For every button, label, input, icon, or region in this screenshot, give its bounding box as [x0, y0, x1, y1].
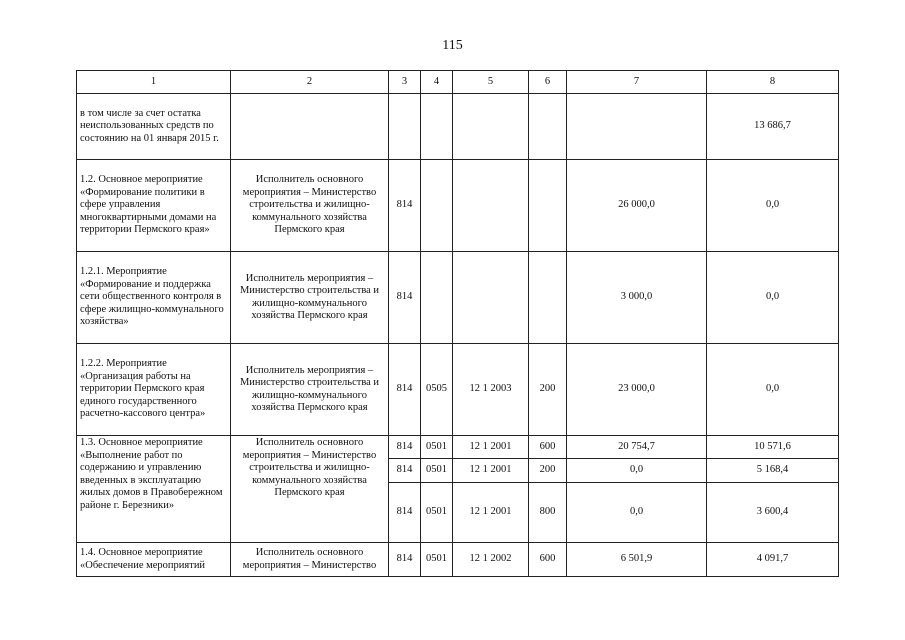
row-executor: Исполнитель мероприятия – Министерство строительства и жилищно-коммунального хозяйства Пермского края [231, 252, 389, 344]
row-executor: Исполнитель основного мероприятия – Министерство [231, 543, 389, 577]
cell-col-5 [453, 94, 529, 160]
cell-col-4: 0501 [421, 483, 453, 543]
table-row [77, 252, 839, 344]
budget-table [76, 70, 839, 577]
cell-col-4 [421, 94, 453, 160]
cell-col-6: 200 [529, 344, 567, 436]
page-number: 115 [442, 38, 463, 53]
row-description: 1.4. Основное мероприятие «Обеспечение мероприятий [77, 543, 231, 577]
cell-col-6: 200 [529, 459, 567, 483]
row-description: 1.2. Основное мероприятие «Формирование политики в сфере управления многоквартирными домами на территории Пермского края» [77, 160, 231, 252]
cell-col-3 [389, 94, 421, 160]
cell-col-5: 12 1 2001 [453, 459, 529, 483]
cell-col-4 [421, 252, 453, 344]
table-row [77, 344, 839, 436]
header-col-6: 6 [529, 71, 567, 94]
cell-col-8: 3 600,4 [707, 483, 839, 543]
table-row [77, 543, 839, 577]
cell-col-5: 12 1 2002 [453, 543, 529, 577]
row-executor [231, 94, 389, 160]
cell-col-7: 0,0 [567, 459, 707, 483]
header-col-4: 4 [421, 71, 453, 94]
cell-col-6: 600 [529, 543, 567, 577]
row-description: 1.2.2. Мероприятие «Организация работы на территории Пермского края единого государственного расчетно-кассового центра» [77, 344, 231, 436]
cell-col-5: 12 1 2003 [453, 344, 529, 436]
header-col-8: 8 [707, 71, 839, 94]
header-col-2: 2 [231, 71, 389, 94]
header-col-5: 5 [453, 71, 529, 94]
cell-col-7: 26 000,0 [567, 160, 707, 252]
row-executor: Исполнитель основного мероприятия – Министерство строительства и жилищно-коммунального хозяйства Пермского края [231, 160, 389, 252]
cell-col-7: 3 000,0 [567, 252, 707, 344]
row-executor: Исполнитель мероприятия – Министерство строительства и жилищно-коммунального хозяйства Пермского края [231, 344, 389, 436]
header-row [77, 71, 839, 94]
cell-col-8: 10 571,6 [707, 436, 839, 459]
cell-col-5: 12 1 2001 [453, 483, 529, 543]
cell-col-6 [529, 252, 567, 344]
cell-col-4 [421, 160, 453, 252]
cell-col-7 [567, 94, 707, 160]
cell-col-7: 0,0 [567, 483, 707, 543]
cell-col-6: 600 [529, 436, 567, 459]
cell-col-4: 0501 [421, 459, 453, 483]
cell-col-4: 0501 [421, 436, 453, 459]
table-row [77, 94, 839, 160]
row-description: 1.3. Основное мероприятие «Выполнение работ по содержанию и управлению введенных в эксплуатацию жилых домов в Правобережном районе г. Березники» [77, 436, 231, 543]
row-description: 1.2.1. Мероприятие «Формирование и поддержка сети общественного контроля в сфере жилищно-коммунального хозяйства» [77, 252, 231, 344]
cell-col-8: 13 686,7 [707, 94, 839, 160]
cell-col-6 [529, 160, 567, 252]
cell-col-5: 12 1 2001 [453, 436, 529, 459]
header-col-1: 1 [77, 71, 231, 94]
cell-col-5 [453, 252, 529, 344]
cell-col-7: 20 754,7 [567, 436, 707, 459]
cell-col-3: 814 [389, 160, 421, 252]
cell-col-6: 800 [529, 483, 567, 543]
cell-col-5 [453, 160, 529, 252]
cell-col-8: 4 091,7 [707, 543, 839, 577]
cell-col-4: 0505 [421, 344, 453, 436]
cell-col-8: 0,0 [707, 160, 839, 252]
table-row [77, 160, 839, 252]
table-row [77, 436, 839, 459]
header-col-7: 7 [567, 71, 707, 94]
row-executor: Исполнитель основного мероприятия – Министерство строительства и жилищно-коммунального хозяйства Пермского края [231, 436, 389, 543]
cell-col-3: 814 [389, 483, 421, 543]
cell-col-8: 0,0 [707, 344, 839, 436]
cell-col-3: 814 [389, 252, 421, 344]
cell-col-3: 814 [389, 543, 421, 577]
cell-col-4: 0501 [421, 543, 453, 577]
cell-col-6 [529, 94, 567, 160]
cell-col-8: 0,0 [707, 252, 839, 344]
cell-col-3: 814 [389, 459, 421, 483]
row-description: в том числе за счет остатка неиспользованных средств по состоянию на 01 января 2015 г. [77, 94, 231, 160]
cell-col-7: 23 000,0 [567, 344, 707, 436]
cell-col-8: 5 168,4 [707, 459, 839, 483]
cell-col-7: 6 501,9 [567, 543, 707, 577]
cell-col-3: 814 [389, 436, 421, 459]
cell-col-3: 814 [389, 344, 421, 436]
header-col-3: 3 [389, 71, 421, 94]
